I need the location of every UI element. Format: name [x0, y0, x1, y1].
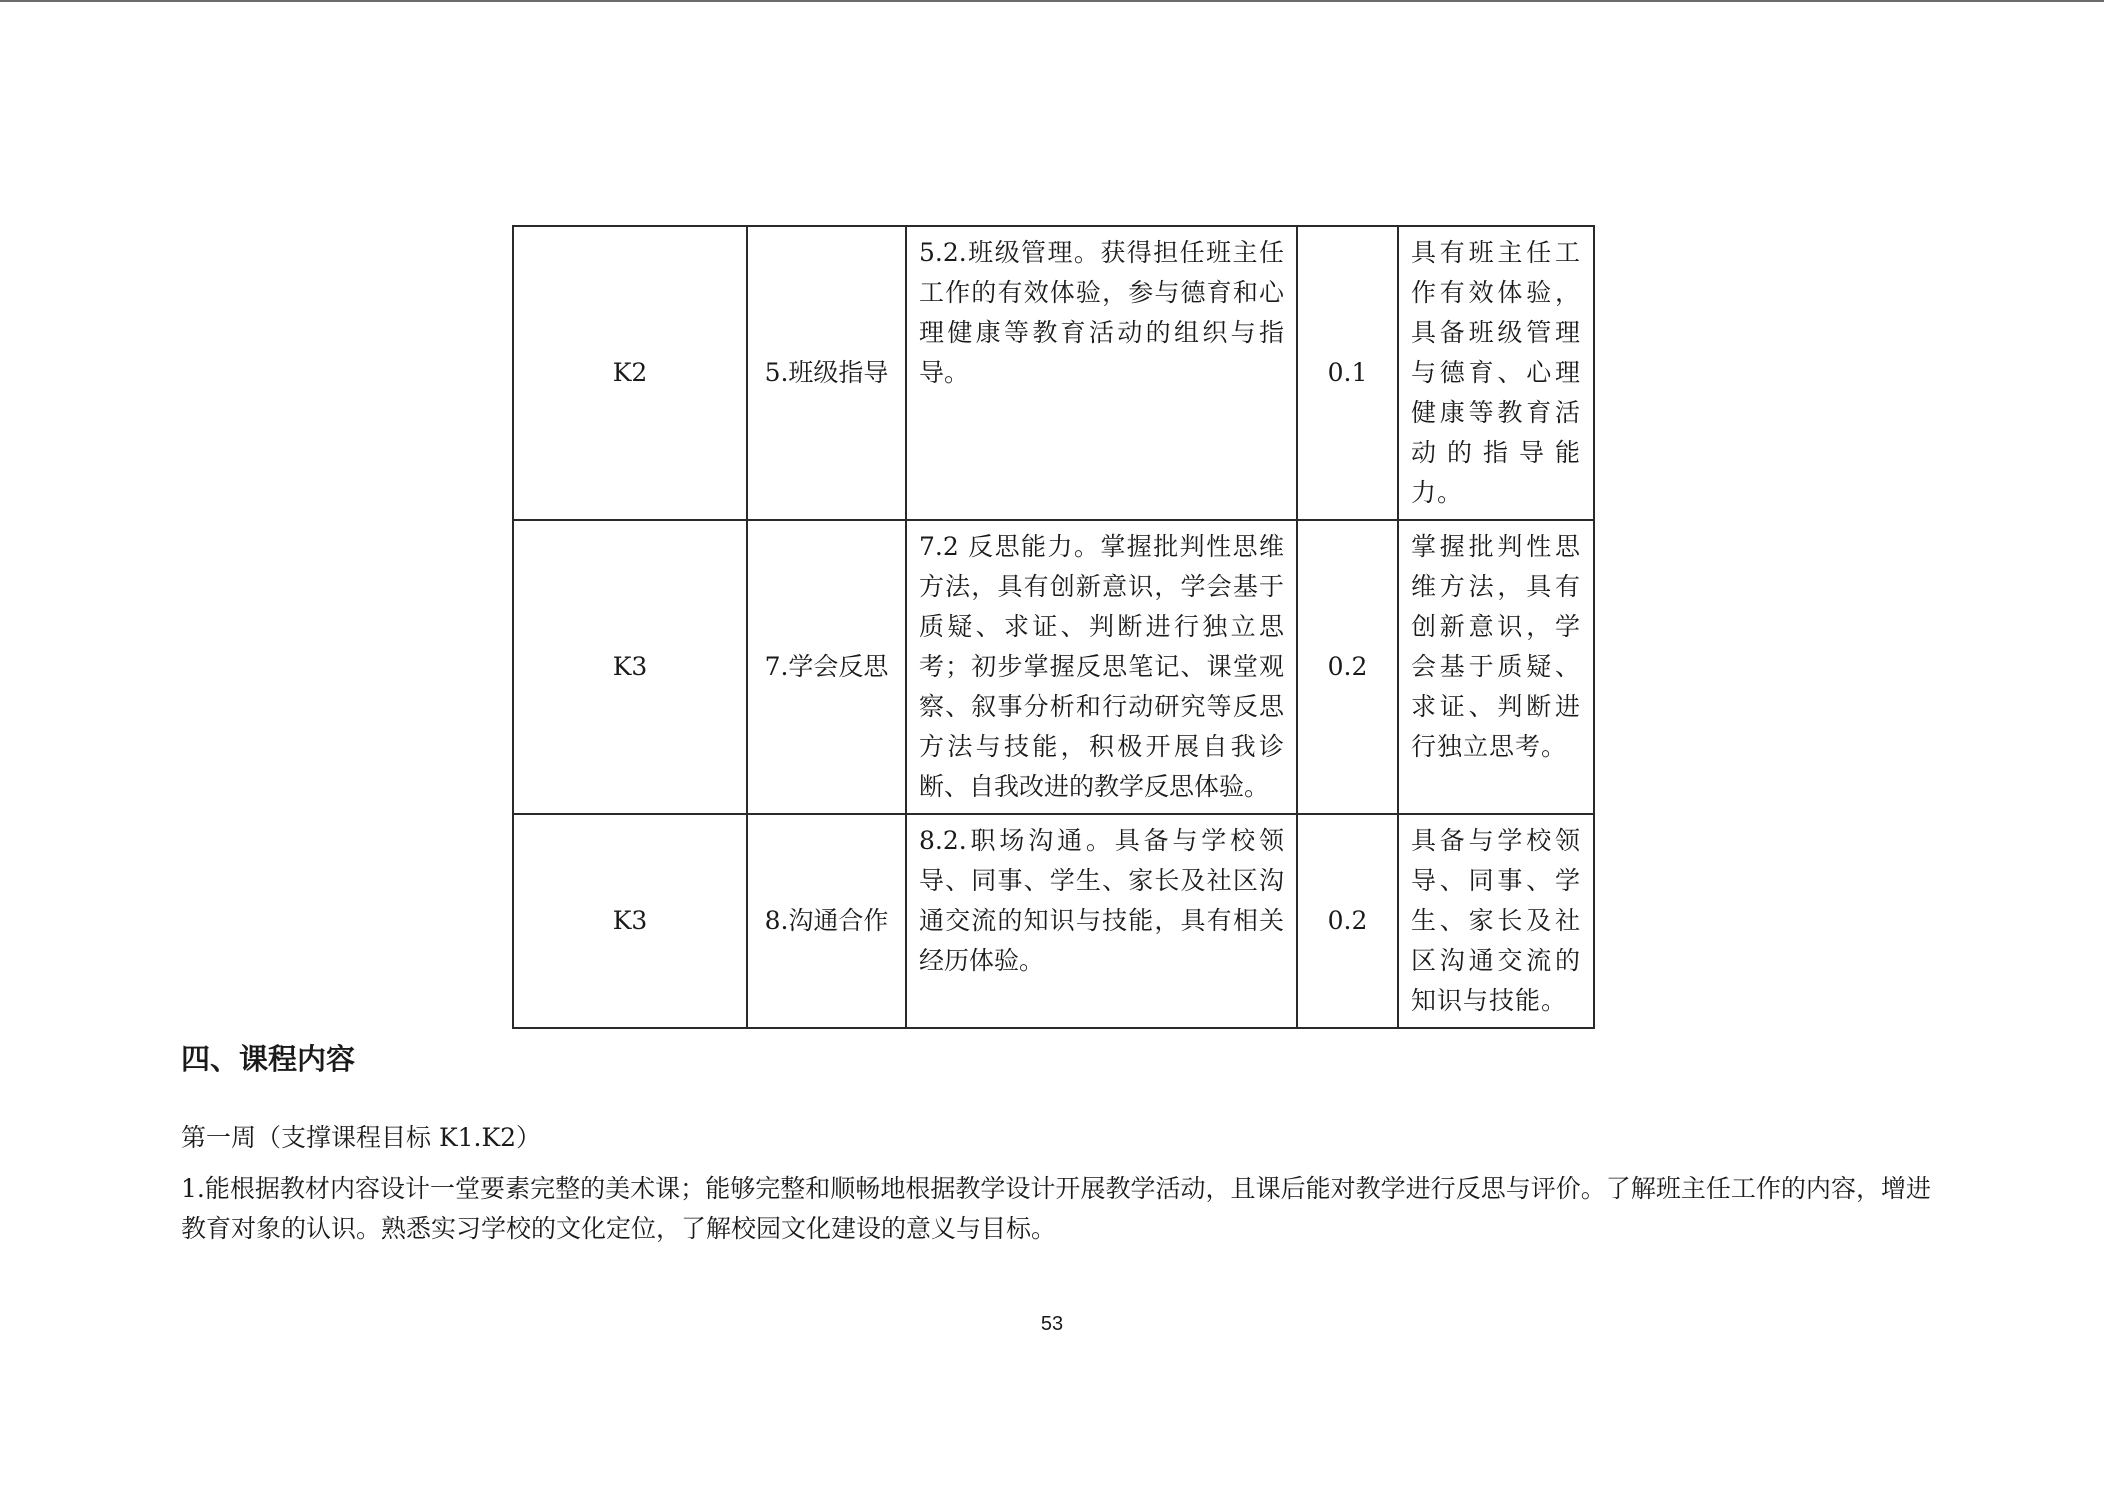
week-content-paragraph: 1.能根据教材内容设计一堂要素完整的美术课；能够完整和顺畅地根据教学设计开展教学活动，且课后能对教学进行反思与评价。了解班主任工作的内容，增进教育对象的认识。熟悉实习学校的文化定位，了解校园文化建设的意义与目标。	[181, 1174, 1931, 1243]
table-row	[513, 814, 1594, 1028]
graduation-indicator: 5.班级指导	[747, 226, 906, 520]
support-content: 具备与学校领导、同事、学生、家长及社区沟通交流的知识与技能。	[1398, 814, 1594, 1028]
course-objective-code: K3	[513, 814, 747, 1028]
support-weight: 0.1	[1297, 226, 1398, 520]
course-objective-code: K2	[513, 226, 747, 520]
indicator-description: 7.2 反思能力。掌握批判性思维方法，具有创新意识，学会基于质疑、求证、判断进行独立思考；初步掌握反思笔记、课堂观察、叙事分析和行动研究等反思方法与技能，积极开展自我诊断、自我改进的教学反思体验。	[906, 520, 1297, 814]
support-content: 掌握批判性思维方法，具有创新意识，学会基于质疑、求证、判断进行独立思考。	[1398, 520, 1594, 814]
graduation-indicator: 7.学会反思	[747, 520, 906, 814]
week-label: 第一周（支撑课程目标 K1.K2）	[181, 1123, 542, 1152]
indicator-description: 5.2.班级管理。获得担任班主任工作的有效体验，参与德育和心理健康等教育活动的组织与指导。	[906, 226, 1297, 520]
section-heading: 四、课程内容	[181, 1042, 356, 1076]
course-objective-code: K3	[513, 520, 747, 814]
support-weight: 0.2	[1297, 814, 1398, 1028]
support-weight: 0.2	[1297, 520, 1398, 814]
support-content: 具有班主任工作有效体验，具备班级管理与德育、心理健康等教育活动的指导能力。	[1398, 226, 1594, 520]
graduation-requirements-table	[512, 225, 1595, 1029]
graduation-indicator: 8.沟通合作	[747, 814, 906, 1028]
table-row	[513, 226, 1594, 520]
indicator-description: 8.2.职场沟通。具备与学校领导、同事、学生、家长及社区沟通交流的知识与技能，具有相关经历体验。	[906, 814, 1297, 1028]
page-top-border	[0, 0, 2104, 2]
table-row	[513, 520, 1594, 814]
page-number: 53	[1040, 1313, 1064, 1335]
